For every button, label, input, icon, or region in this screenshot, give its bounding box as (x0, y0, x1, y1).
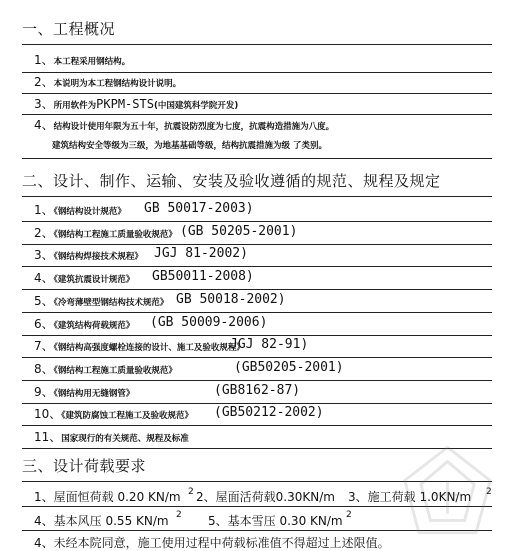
standard-code: GB 50018-2002) (176, 292, 286, 307)
watermark-logo (400, 440, 495, 540)
standard-code: JGJ 82-91) (230, 337, 309, 352)
standard-item (34, 361, 177, 379)
load-note: 4、未经本院同意，施工使用过程中荷载标准值不得超过上述限值。 (34, 536, 390, 550)
standard-name: 《建筑防腐蚀工程施工及验收规范》 (61, 411, 194, 421)
load-row-2: 2、屋面活荷载0.30KN/m (196, 490, 335, 504)
standard-number: 3、 (34, 248, 54, 262)
standard-item (34, 316, 134, 334)
standard-code: GB 50017-2003) (144, 201, 254, 216)
standard-item (34, 338, 245, 356)
standard-number: 1、 (34, 203, 54, 217)
standard-item (34, 406, 193, 424)
standard-code: (GB50205-2001) (234, 360, 344, 375)
divider (22, 114, 492, 115)
standard-number: 10、 (34, 407, 62, 421)
standard-name: 《冷弯薄壁型钢结构技术规范》 (53, 298, 169, 308)
standard-code: (GB50212-2002) (214, 405, 324, 420)
divider (22, 289, 492, 290)
standard-name: 《钢结构设计规范》 (53, 207, 126, 217)
divider (22, 72, 492, 73)
standard-code: GB50011-2008) (152, 269, 254, 284)
divider (22, 357, 492, 358)
divider (22, 403, 492, 404)
divider (22, 244, 492, 245)
standard-item (34, 270, 134, 288)
section-title-overview: 一、工程概况 (22, 20, 116, 38)
overview-item: 3、所用软件为PKPM-STS(中国建筑科学院开发) (34, 97, 239, 111)
load-row-1: 1、屋面恒荷载 0.20 KN/m (34, 490, 181, 504)
unit-superscript: 2 (486, 487, 492, 497)
standard-number: 6、 (34, 317, 54, 331)
overview-item: 2、本说明为本工程钢结构设计说明。 (34, 75, 182, 89)
unit-superscript: 2 (188, 487, 194, 497)
divider (22, 312, 492, 313)
standard-code: (GB8162-87) (214, 383, 301, 398)
divider (22, 93, 492, 94)
standard-number: 5、 (34, 294, 54, 308)
standard-name: 《建筑抗震设计规范》 (53, 275, 135, 285)
overview-item: 建筑结构安全等级为三级，为地基基础等级，结构抗震措施为级 了类别。 (52, 141, 327, 151)
overview-item: 4、结构设计使用年限为五十年，抗震设防烈度为七度，抗震构造措施为八度。 (34, 118, 335, 132)
standard-number: 9、 (34, 385, 54, 399)
load-row-5: 5、基本雪压 0.30 KN/m (208, 514, 343, 528)
standard-item (34, 202, 126, 220)
standard-item (34, 384, 134, 402)
divider (22, 196, 492, 197)
standard-name: 《钢结构工程施工质量验收规范》 (53, 366, 177, 376)
load-row-3: 3、施工荷载 1.0KN/m (348, 490, 472, 504)
section-title-loads: 三、设计荷载要求 (22, 457, 147, 475)
standard-name: 《钢结构用无缝钢管》 (53, 389, 135, 399)
standard-item (34, 293, 168, 311)
standard-code: (GB 50205-2001) (180, 224, 298, 239)
standard-item (34, 225, 177, 243)
overview-item: 1、本工程采用钢结构。 (34, 53, 131, 67)
standard-item (34, 247, 143, 265)
divider (22, 425, 492, 426)
divider (22, 266, 492, 267)
divider (22, 380, 492, 381)
standard-number: 4、 (34, 271, 54, 285)
standard-name: 国家现行的有关规范、规程及标准 (61, 434, 189, 444)
standard-name: 《建筑结构荷载规范》 (53, 321, 135, 331)
unit-superscript: 2 (346, 510, 352, 520)
divider (22, 221, 492, 222)
divider (22, 44, 492, 45)
section-title-standards: 二、设计、制作、运输、安装及验收遵循的规范、规程及规定 (22, 172, 441, 190)
unit-superscript: 2 (176, 510, 182, 520)
standard-name: 《钢结构高强度螺栓连接的设计、施工及验收规程》 (53, 343, 245, 353)
load-row-4: 4、基本风压 0.55 KN/m (34, 514, 169, 528)
divider (22, 335, 492, 336)
standard-number: 7、 (34, 339, 54, 353)
standard-number: 2、 (34, 226, 54, 240)
standard-name: 《钢结构焊接技术规程》 (53, 252, 143, 262)
standard-number: 8、 (34, 362, 54, 376)
standard-item (34, 429, 189, 447)
standard-name: 《钢结构工程施工质量验收规范》 (53, 230, 177, 240)
standard-number: 11、 (34, 430, 62, 444)
standard-code: JGJ 81-2002) (154, 246, 248, 261)
standard-code: (GB 50009-2006) (150, 315, 268, 330)
divider (22, 158, 492, 159)
